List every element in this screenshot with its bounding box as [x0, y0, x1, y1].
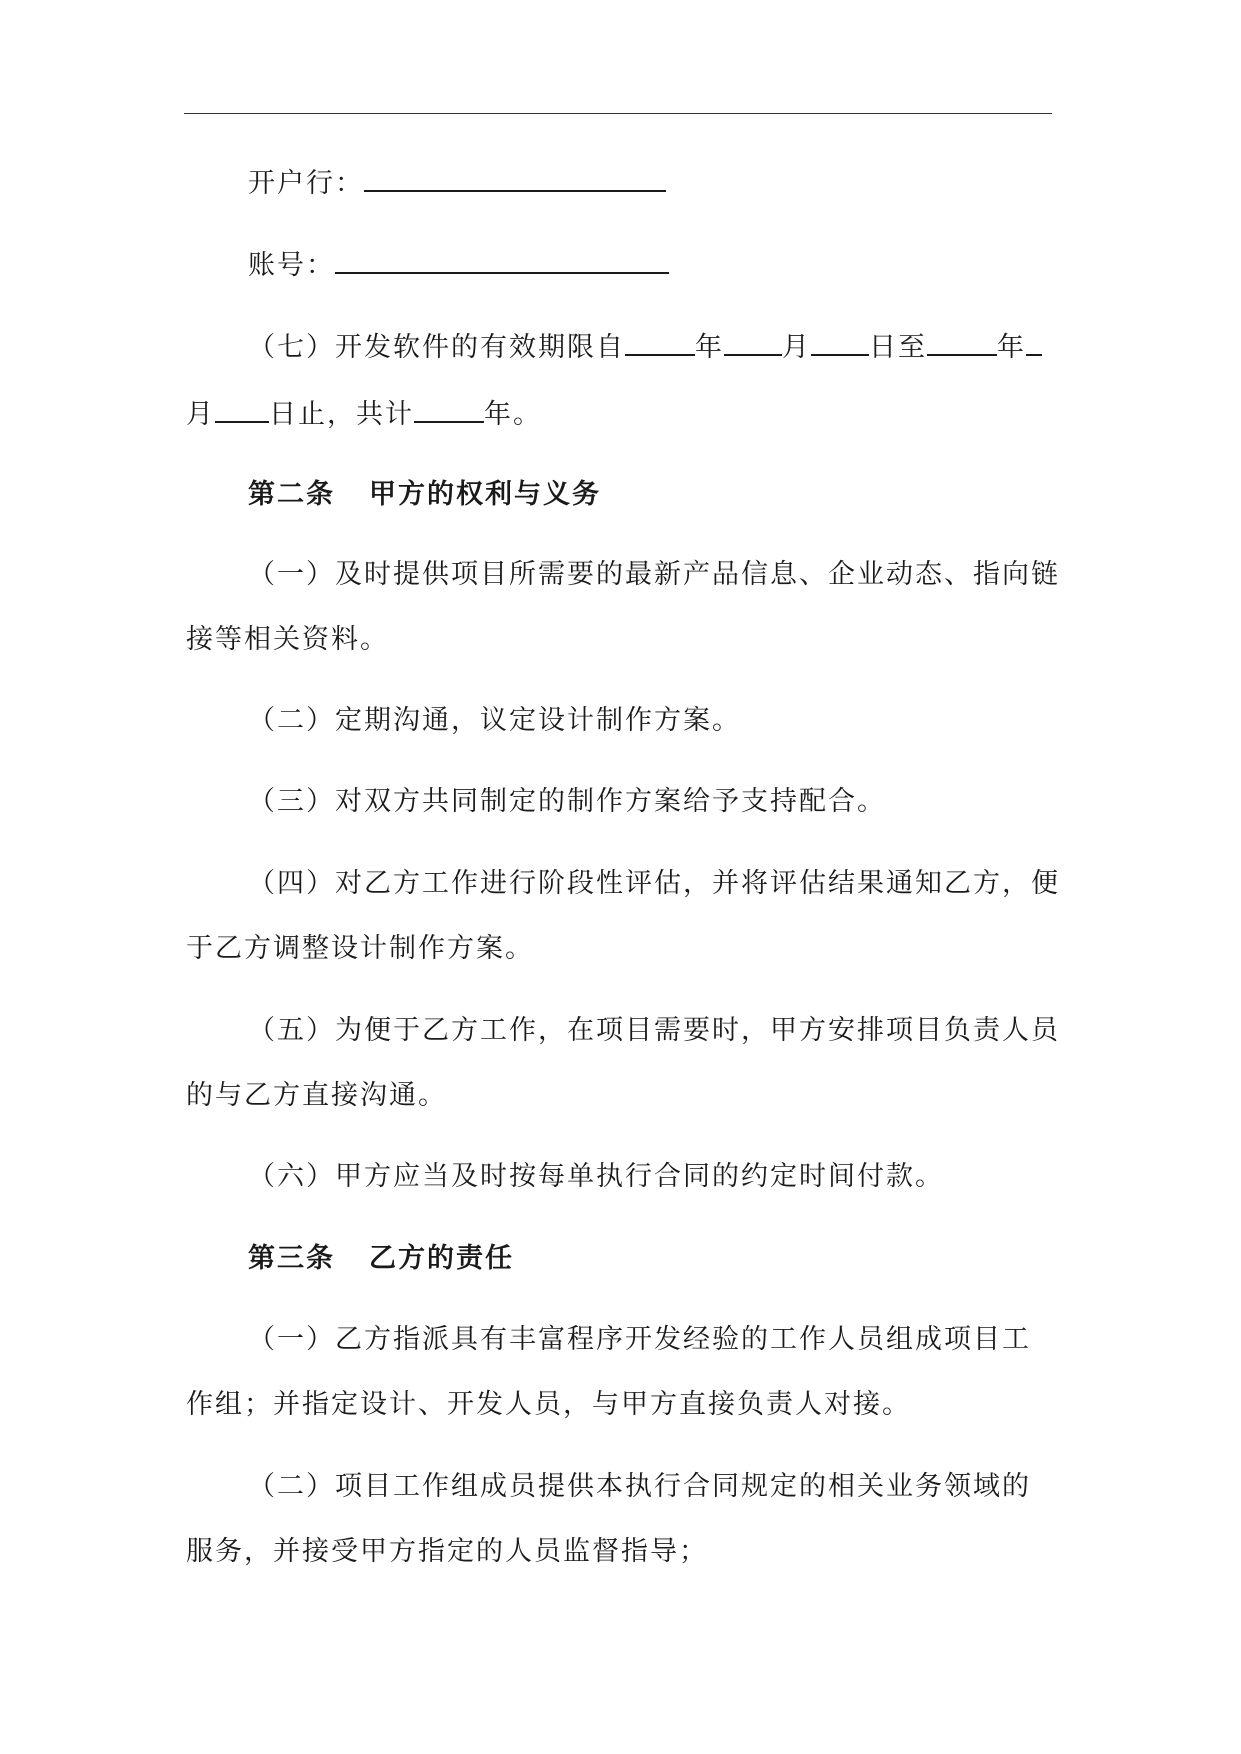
article-2-item-2: （二）定期沟通，议定设计制作方案。 — [248, 705, 741, 736]
article-3-item-2a: （二）项目工作组成员提供本执行合同规定的相关业务领域的 — [248, 1471, 1031, 1502]
end-year-blank — [927, 326, 997, 356]
end-month-label: 月 — [186, 399, 215, 430]
article-2-item-1a: （一）及时提供项目所需要的最新产品信息、企业动态、指向链 — [248, 559, 1060, 590]
total-years-blank — [414, 393, 484, 423]
bank-blank — [364, 162, 666, 192]
day-to-label: 日至 — [869, 332, 927, 363]
article-2-item-1b: 接等相关资料。 — [186, 624, 389, 655]
years-end-label: 年。 — [484, 399, 542, 430]
validity-line-1 — [248, 326, 1054, 368]
article-3-heading — [248, 1239, 1054, 1279]
year-label: 年 — [695, 332, 724, 363]
article-2-item-3: （三）对双方共同制定的制作方案给予支持配合。 — [248, 786, 886, 817]
end-day-blank — [215, 393, 269, 423]
article-3-title: 乙方的责任 — [369, 1243, 514, 1274]
article-2-number: 第二条 — [248, 479, 335, 510]
end-month-blank-a — [1026, 326, 1042, 356]
article-3-number: 第三条 — [248, 1243, 335, 1274]
validity-line-2 — [186, 393, 1052, 435]
account-blank — [335, 244, 669, 274]
start-year-blank — [625, 326, 695, 356]
end-year-label: 年 — [997, 332, 1026, 363]
total-label: 日止，共计 — [269, 399, 414, 430]
article-2-item-6: （六）甲方应当及时按每单执行合同的约定时间付款。 — [248, 1161, 944, 1192]
article-2-item-5b: 的与乙方直接沟通。 — [186, 1080, 447, 1111]
article-2-title: 甲方的权利与义务 — [369, 479, 601, 510]
article-3-item-1b: 作组；并指定设计、开发人员，与甲方直接负责人对接。 — [186, 1389, 911, 1420]
month-label: 月 — [782, 332, 811, 363]
validity-prefix: （七）开发软件的有效期限自 — [248, 332, 625, 363]
account-field — [248, 244, 1054, 286]
bank-label: 开户行： — [248, 168, 364, 199]
article-3-item-2b: 服务，并接受甲方指定的人员监督指导； — [186, 1536, 708, 1567]
bank-field — [248, 162, 1054, 204]
start-month-blank — [724, 326, 782, 356]
start-day-blank — [811, 326, 869, 356]
article-3-item-1a: （一）乙方指派具有丰富程序开发经验的工作人员组成项目工 — [248, 1324, 1031, 1355]
article-2-heading — [248, 475, 1054, 515]
account-label: 账号： — [248, 250, 335, 281]
article-2-item-4a: （四）对乙方工作进行阶段性评估，并将评估结果通知乙方，便 — [248, 868, 1060, 899]
article-2-item-4b: 于乙方调整设计制作方案。 — [186, 933, 534, 964]
article-2-item-5a: （五）为便于乙方工作，在项目需要时，甲方安排项目负责人员 — [248, 1015, 1060, 1046]
header-rule — [184, 113, 1052, 114]
